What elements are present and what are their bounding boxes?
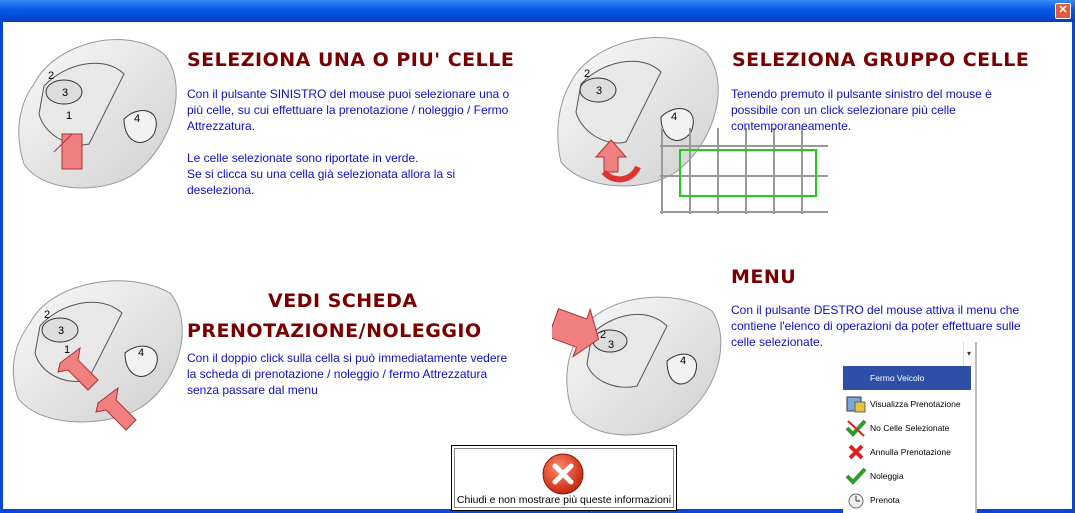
heading-select-group: SELEZIONA GRUPPO CELLE bbox=[732, 49, 1030, 71]
cancel-booking-icon bbox=[845, 442, 867, 462]
vehicle-stop-icon bbox=[845, 368, 867, 388]
heading-view-card-line1: VEDI SCHEDA bbox=[268, 290, 418, 312]
mouse-right-click-illustration bbox=[552, 286, 722, 441]
heading-select-cells: SELEZIONA UNA O PIU' CELLE bbox=[187, 49, 515, 71]
context-menu-preview bbox=[843, 342, 977, 513]
mouse-button-2-label: 2 bbox=[48, 70, 55, 82]
svg-text:3: 3 bbox=[58, 325, 65, 337]
svg-text:4: 4 bbox=[138, 347, 145, 359]
no-cells-icon bbox=[845, 418, 867, 438]
heading-menu: MENU bbox=[731, 266, 797, 288]
window-close-button[interactable]: ✕ bbox=[1055, 3, 1071, 19]
view-booking-icon bbox=[845, 394, 867, 414]
menu-item-annulla-prenotazione[interactable]: Annulla Prenotazione bbox=[843, 440, 971, 464]
book-icon bbox=[845, 490, 867, 510]
svg-text:3: 3 bbox=[596, 85, 603, 97]
mouse-left-click-illustration bbox=[14, 24, 184, 192]
menu-item-no-celle-selezionate[interactable]: No Celle Selezionate bbox=[843, 416, 971, 440]
mouse-button-1-label: 1 bbox=[66, 110, 73, 122]
title-bar bbox=[0, 0, 1075, 22]
menu-item-visualizza-prenotazione[interactable]: Visualizza Prenotazione bbox=[843, 392, 971, 416]
menu-item-fermo-veicolo[interactable]: Fermo Veicolo bbox=[843, 366, 971, 390]
svg-text:4: 4 bbox=[671, 111, 678, 123]
menu-scroll-arrow[interactable]: ▾ bbox=[963, 342, 974, 366]
close-icon bbox=[541, 452, 585, 496]
close-and-hide-info-button[interactable] bbox=[451, 445, 677, 511]
selection-rectangle bbox=[680, 150, 816, 196]
menu-description: Con il pulsante DESTRO del mouse attiva il menu che contiene l'elenco di operazioni da poter effettuare sulle celle selezionate. bbox=[731, 303, 1021, 349]
rent-icon bbox=[845, 466, 867, 486]
svg-text:1: 1 bbox=[64, 344, 71, 356]
svg-text:4: 4 bbox=[680, 355, 687, 367]
select-cells-description: Con il pulsante SINISTRO del mouse puoi selezionare una o più celle, su cui effettuare la prenotazione / noleggio / Fermo Attrezzatura. Le celle selezionate sono riportate in verde. Se si clicca su una cella già selezionata allora la si deseleziona. bbox=[187, 87, 510, 197]
menu-item-noleggia[interactable]: Noleggia bbox=[843, 464, 971, 488]
select-group-description: Tenendo premuto il pulsante sinistro del mouse è possibile con un click selezionare più celle contemporaneamente. bbox=[731, 87, 992, 133]
svg-text:2: 2 bbox=[44, 309, 51, 321]
menu-item-prenota[interactable]: Prenota bbox=[843, 488, 971, 512]
view-card-description: Con il doppio click sulla cella si può immediatamente vedere la scheda di prenotazione / noleggio / fermo Attrezzatura senza passare dal menu bbox=[187, 351, 508, 397]
svg-text:2: 2 bbox=[600, 329, 607, 341]
close-info-label: Chiudi e non mostrare più queste informazioni bbox=[456, 494, 672, 506]
svg-text:3: 3 bbox=[608, 339, 615, 351]
mouse-button-3-label: 3 bbox=[62, 87, 69, 99]
cell-grid-illustration bbox=[660, 128, 830, 216]
mouse-double-click-illustration bbox=[10, 268, 190, 438]
mouse-button-4-label: 4 bbox=[134, 113, 141, 125]
svg-text:2: 2 bbox=[584, 68, 591, 80]
heading-view-card-line2: PRENOTAZIONE/NOLEGGIO bbox=[187, 320, 482, 342]
